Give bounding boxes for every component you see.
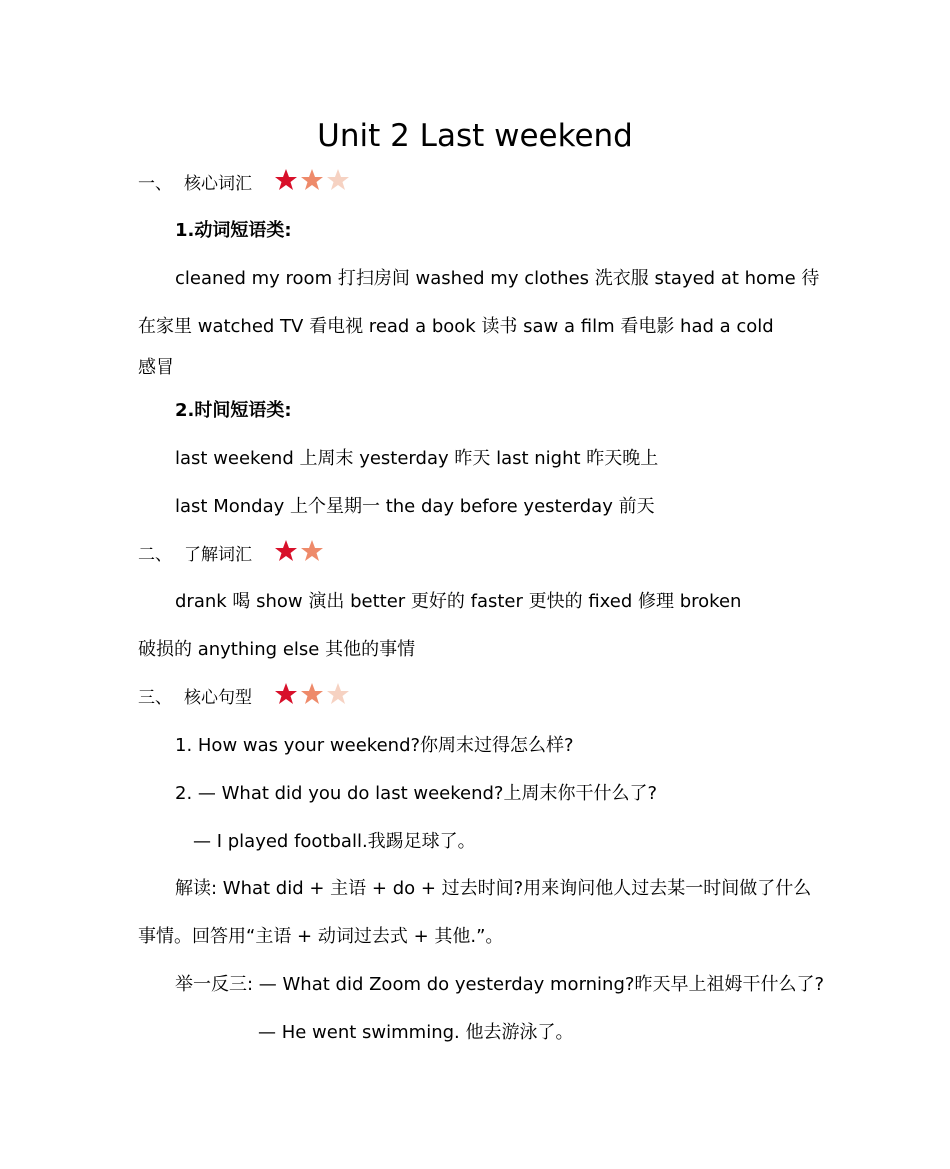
verbs-subheading: 1.动词短语类: — [175, 220, 292, 241]
section-1-title: 核心词汇 — [184, 174, 252, 194]
explanation-line-1: 解读: What did + 主语 + do + 过去时间?用来询问他人过去某一时间做了什么 — [175, 878, 812, 899]
rating-stars-section-2 — [274, 539, 324, 563]
extra-vocab-line-1: drank 喝 show 演出 better 更好的 faster 更快的 fixed 修理 broken — [175, 591, 742, 612]
section-1-number: 一、 — [138, 174, 172, 194]
rating-stars-section-3 — [274, 682, 350, 706]
time-line-2: last Monday 上个星期一 the day before yesterday 前天 — [175, 496, 655, 517]
star-icon — [301, 683, 323, 704]
extra-vocab-line-2: 破损的 anything else 其他的事情 — [138, 639, 416, 660]
star-icon — [275, 540, 297, 561]
section-3-title: 核心句型 — [184, 688, 252, 708]
explanation-line-2: 事情。回答用“主语 + 动词过去式 + 其他.”。 — [138, 926, 504, 947]
section-1-heading — [138, 172, 252, 196]
section-2-number: 二、 — [138, 545, 172, 565]
star-half-icon — [301, 540, 323, 561]
sentence-2: 2. — What did you do last weekend?上周末你干什么了? — [175, 783, 658, 804]
star-half-icon — [327, 683, 349, 704]
time-subheading: 2.时间短语类: — [175, 400, 292, 421]
page-title: Unit 2 Last weekend — [317, 118, 633, 154]
verbs-line-2: 在家里 watched TV 看电视 read a book 读书 saw a film 看电影 had a cold — [138, 316, 774, 337]
rating-stars-section-1 — [274, 168, 350, 192]
star-icon — [275, 169, 297, 190]
section-2-title: 了解词汇 — [184, 545, 252, 565]
sentence-2-answer: — I played football.我踢足球了。 — [193, 831, 476, 852]
sentence-1: 1. How was your weekend?你周末过得怎么样? — [175, 735, 574, 756]
section-3-heading — [138, 686, 252, 710]
verbs-line-3: 感冒 — [138, 357, 174, 378]
time-line-1: last weekend 上周末 yesterday 昨天 last night 昨天晚上 — [175, 448, 659, 469]
example-answer: — He went swimming. 他去游泳了。 — [258, 1022, 574, 1043]
section-3-number: 三、 — [138, 688, 172, 708]
example-question: 举一反三: — What did Zoom do yesterday morning?昨天早上祖姆干什么了? — [175, 974, 825, 995]
star-icon — [275, 683, 297, 704]
star-half-icon — [327, 169, 349, 190]
star-icon — [301, 169, 323, 190]
section-2-heading — [138, 543, 252, 567]
verbs-line-1: cleaned my room 打扫房间 washed my clothes 洗衣服 stayed at home 待 — [175, 268, 820, 289]
